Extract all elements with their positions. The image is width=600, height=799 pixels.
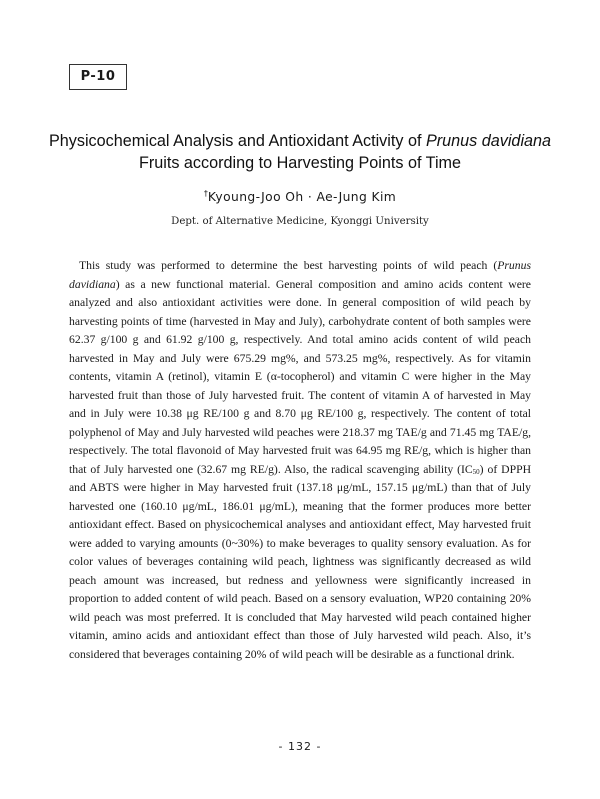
abstract-subscript: 50 xyxy=(472,467,480,476)
abstract-part-1: This study was performed to determine the best harvesting points of wild peach ( xyxy=(79,259,498,272)
abstract-part-2: ) as a new functional material. General composition and amino acids content were analyzed and also antioxidant activities were done. In general composition of wild peach by harvesting points of time (harvested in May and July), carbohydrate content of both samples were 62.37 g/100 g and 61.92 g/100 g, respectively. And total amino acids content of wild peach harvested in May and July were 675.29 mg%, and 573.25 mg%, respectively. As for vitamin contents, vitamin A (retinol), vitamin E (α-tocopherol) and vitamin C were higher in the May harvested fruit than those of July harvested fruit. The content of vitamin A of harvested in May and in July were 10.38 μg RE/100 g and 8.70 μg RE/100 g, respectively. The content of total polyphenol of May and July harvested wild peaches were 218.37 mg TAE/g and 71.45 mg TAE/g, respectively. The total flavonoid of May harvested fruit was 64.95 mg RE/g, which is higher than that of July harvested one (32.67 mg RE/g). Also, the radical scavenging ability (IC xyxy=(69,277,531,476)
title-species: Prunus davidiana xyxy=(425,132,552,150)
title-line-2: Fruits according to Harvesting Points of Time xyxy=(138,154,462,172)
page-number: - 132 - xyxy=(278,740,322,753)
title-prefix: Physicochemical Analysis and Antioxidant Activity of xyxy=(48,132,426,150)
author-names: Kyoung-Joo Oh · Ae-Jung Kim xyxy=(207,190,397,204)
authors xyxy=(0,189,600,204)
abstract-body xyxy=(69,257,531,664)
affiliation: Dept. of Alternative Medicine, Kyonggi University xyxy=(171,216,429,227)
abstract-part-3: ) of DPPH and ABTS were higher in May harvested fruit (137.18 μg/mL, 157.15 μg/mL) than that of July harvested one (160.10 μg/mL, 186.01 μg/mL), meaning that the former produces more better antioxidant effect. Based on physicochemical analyses and antioxidant effect, May harvested fruit were added to varying amounts (0~30%) to make beverages to quality sensory evaluation. As for color values of beverages containing wild peach, lightness was significantly decreased as wild peach amount was increased, but redness and yellowness were significantly increased in proportion to added content of wild peach. Based on a sensory evaluation, WP20 containing 20% wild peach was most preferred. It is concluded that May harvested wild peach contained higher vitamin, amino acids and antioxidant effect than those of July harvested wild peach. Also, it’s considered that beverages containing 20% of wild peach will be desirable as a functional drink. xyxy=(69,462,532,661)
abstract-species: Prunus davidiana xyxy=(69,259,531,291)
poster-code: P-10 xyxy=(69,64,127,90)
paper-title xyxy=(40,130,560,174)
corresponding-author-marker: † xyxy=(203,189,208,198)
title-line-1 xyxy=(40,130,560,152)
